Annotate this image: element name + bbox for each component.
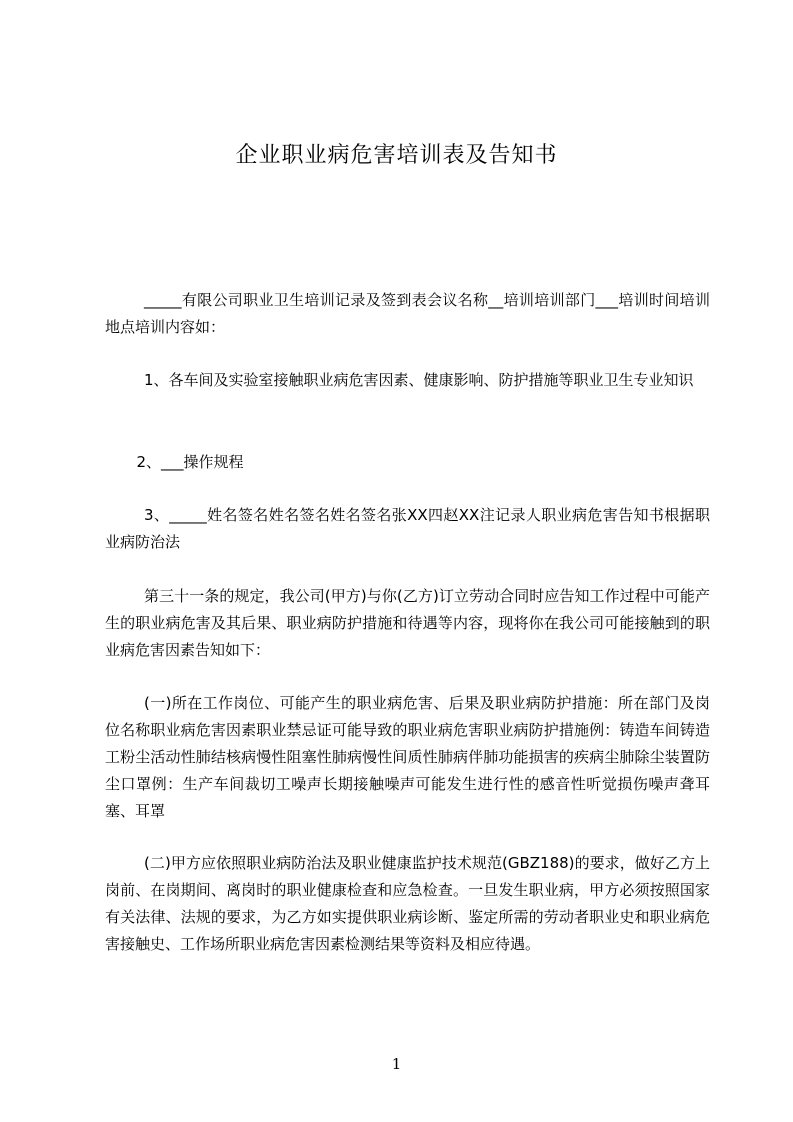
paragraph-training-record: _____有限公司职业卫生培训记录及签到表会议名称__培训培训部门___培训时间培训地点培训内容如： bbox=[105, 291, 710, 336]
paragraph-article-31: 第三十一条的规定，我公司(甲方)与你(乙方)订立劳动合同时应告知工作过程中可能产生的职业病危害及其后果、职业病防护措施和待遇等内容，现将你在我公司可能接触到的职业病危害因素告知如下： bbox=[105, 587, 710, 659]
paragraph-section-1: (一)所在工作岗位、可能产生的职业病危害、后果及职业病防护措施：所在部门及岗位名称职业病危害因素职业禁忌证可能导致的职业病危害职业病防护措施例：铸造车间铸造工粉尘活动性肺结核病慢性阻塞性肺病慢性间质性肺病伴肺功能损害的疾病尘肺除尘装置防尘口罩例：生产车间裁切工噪声长期接触噪声可能发生进行性的感音性听觉损伤噪声聋耳塞、耳罩 bbox=[105, 694, 710, 820]
paragraph-section-2: (二)甲方应依照职业病防治法及职业健康监护技术规范(GBZ188)的要求，做好乙方上岗前、在岗期间、离岗时的职业健康检查和应急检查。一旦发生职业病，甲方必须按照国家有关法律、法规的要求，为乙方如实提供职业病诊断、鉴定所需的劳动者职业史和职业病危害接触史、工作场所职业病危害因素检测结果等资料及相应待遇。 bbox=[105, 854, 710, 953]
document-title: 企业职业病危害培训表及告知书 bbox=[235, 143, 558, 168]
page-number: 1 bbox=[391, 1055, 402, 1073]
paragraph-item-1: 1、各车间及实验室接触职业病危害因素、健康影响、防护措施等职业卫生专业知识 bbox=[144, 371, 694, 389]
paragraph-item-2: 2、___操作规程 bbox=[136, 453, 244, 471]
paragraph-item-3: 3、_____姓名签名姓名签名姓名签名张XX四赵XX注记录人职业病危害告知书根据职业病防治法 bbox=[105, 506, 710, 551]
